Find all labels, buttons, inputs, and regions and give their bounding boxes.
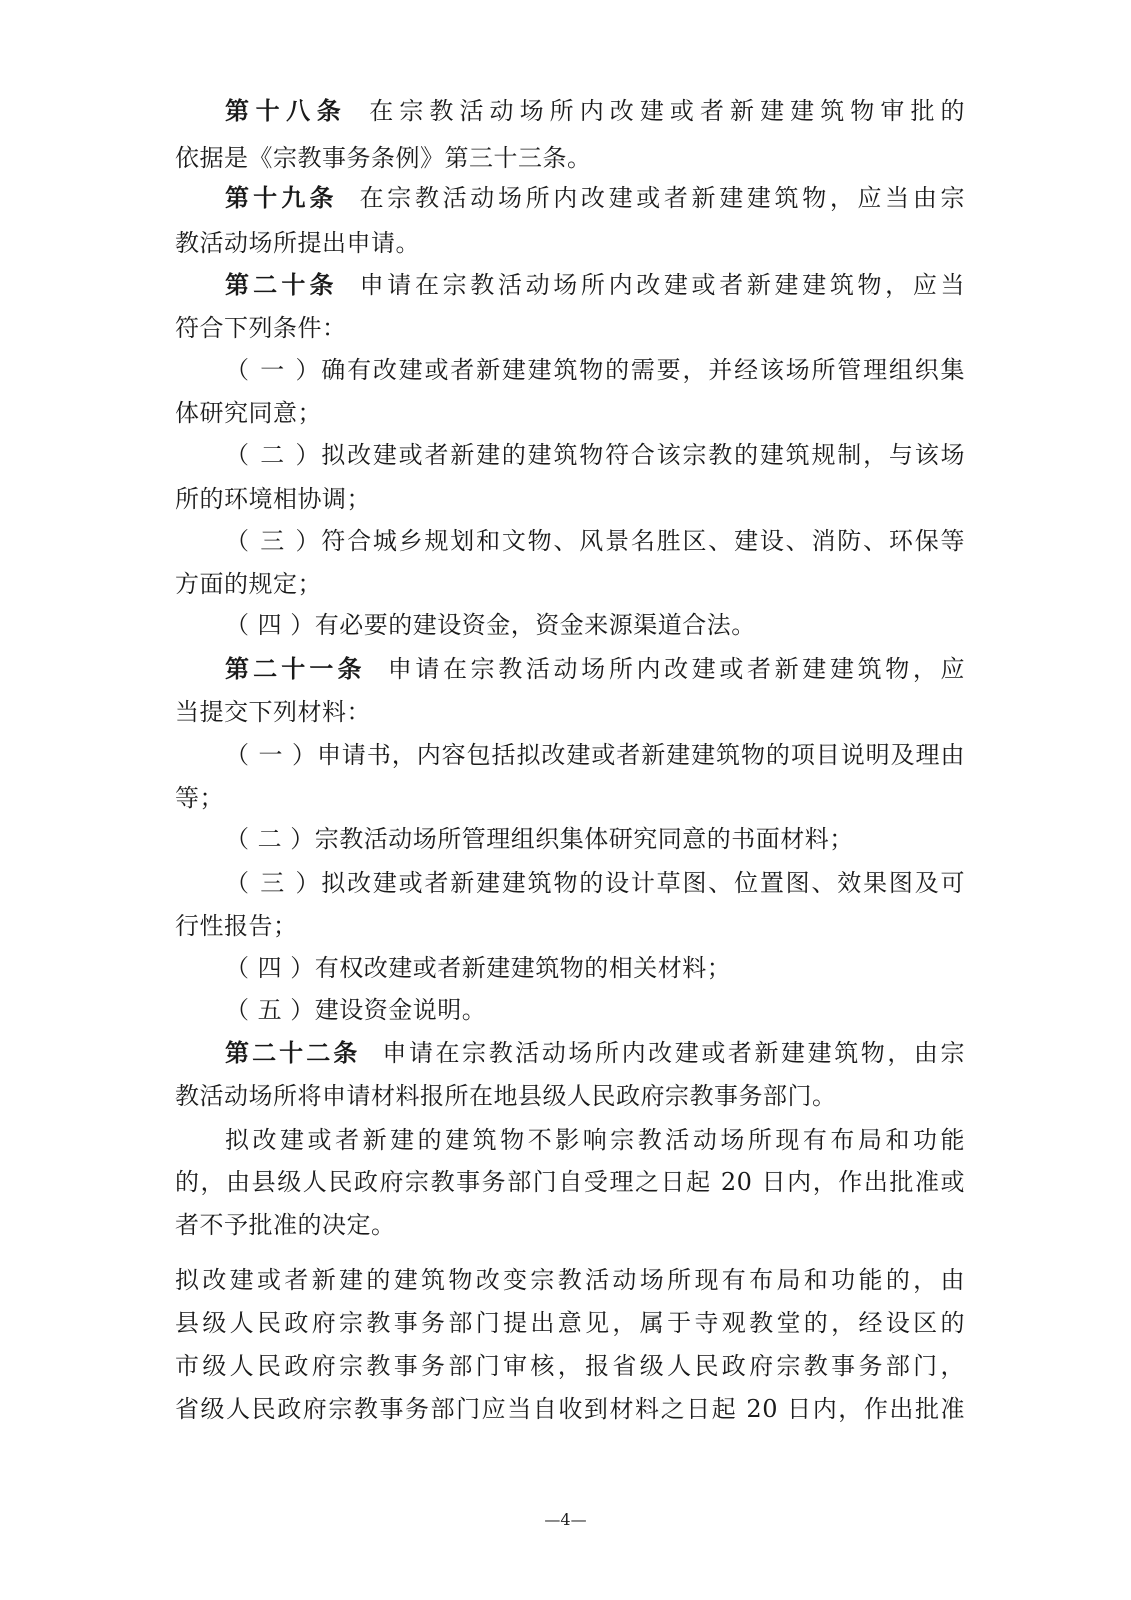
article-20-line-2: 符合下列条件： xyxy=(175,314,347,342)
article-20-item-3-line-2: 方面的规定； xyxy=(175,570,322,598)
article-21-line-1 xyxy=(225,654,965,686)
article-22-para-2-line-1: 拟改建或者新建的建筑物改变宗教活动场所现有布局和功能的，由 xyxy=(175,1266,965,1294)
article-19-line-1 xyxy=(225,183,965,215)
article-19-text-1: 在宗教活动场所内改建或者新建建筑物，应当由宗 xyxy=(359,184,965,212)
article-20-item-2-line-2: 所的环境相协调； xyxy=(175,485,371,513)
article-18-text-1: 在宗教活动场所内改建或者新建建筑物审批的 xyxy=(369,97,966,125)
article-22-para-1-line-1: 拟改建或者新建的建筑物不影响宗教活动场所现有布局和功能 xyxy=(225,1126,965,1154)
article-22-para-1-line-2: 的，由县级人民政府宗教事务部门自受理之日起 20 日内，作出批准或 xyxy=(175,1168,965,1196)
article-22-text-1: 申请在宗教活动场所内改建或者新建建筑物，由宗 xyxy=(382,1039,966,1067)
article-18-label: 第十八条 xyxy=(225,97,348,125)
article-21-item-5-line-1: （ 五 ）建设资金说明。 xyxy=(225,996,487,1024)
article-21-item-3-line-2: 行性报告； xyxy=(175,912,298,940)
article-21-item-3-line-1: （ 三 ）拟改建或者新建建筑物的设计草图、位置图、效果图及可 xyxy=(225,869,965,897)
article-20-line-1 xyxy=(225,270,965,302)
article-20-text-1: 申请在宗教活动场所内改建或者新建建筑物，应当 xyxy=(359,271,965,299)
article-20-item-3-line-1: （ 三 ）符合城乡规划和文物、风景名胜区、建设、消防、环保等 xyxy=(225,527,965,555)
article-22-line-1 xyxy=(225,1038,965,1070)
article-21-item-4-line-1: （ 四 ）有权改建或者新建建筑物的相关材料； xyxy=(225,954,732,982)
article-22-line-2: 教活动场所将申请材料报所在地县级人民政府宗教事务部门。 xyxy=(175,1082,837,1110)
article-21-item-1-line-1: （ 一 ）申请书，内容包括拟改建或者新建建筑物的项目说明及理由 xyxy=(225,741,965,769)
article-21-label: 第二十一条 xyxy=(225,655,366,683)
article-21-text-1: 申请在宗教活动场所内改建或者新建建筑物，应 xyxy=(387,655,966,683)
article-22-para-1-line-3: 者不予批准的决定。 xyxy=(175,1211,396,1239)
article-20-label: 第二十条 xyxy=(225,271,338,299)
article-18-line-2: 依据是《宗教事务条例》第三十三条。 xyxy=(175,144,592,172)
article-22-para-2-line-4: 省级人民政府宗教事务部门应当自收到材料之日起 20 日内，作出批准 xyxy=(175,1395,965,1423)
article-22-para-2-line-2: 县级人民政府宗教事务部门提出意见，属于寺观教堂的，经设区的 xyxy=(175,1309,965,1337)
article-20-item-1-line-1: （ 一 ）确有改建或者新建建筑物的需要，并经该场所管理组织集 xyxy=(225,356,965,384)
article-20-item-1-line-2: 体研究同意； xyxy=(175,399,322,427)
page-number: —4— xyxy=(544,1510,587,1529)
article-22-para-2-line-3: 市级人民政府宗教事务部门审核，报省级人民政府宗教事务部门， xyxy=(175,1352,965,1380)
article-20-item-4-line-1: （ 四 ）有必要的建设资金，资金来源渠道合法。 xyxy=(225,611,756,639)
article-19-label: 第十九条 xyxy=(225,184,338,212)
article-18-line-1 xyxy=(225,96,965,128)
article-22-label: 第二十二条 xyxy=(225,1039,361,1067)
article-19-line-2: 教活动场所提出申请。 xyxy=(175,229,420,257)
article-21-item-1-line-2: 等； xyxy=(175,784,224,812)
article-20-item-2-line-1: （ 二 ）拟改建或者新建的建筑物符合该宗教的建筑规制，与该场 xyxy=(225,441,965,469)
article-21-line-2: 当提交下列材料： xyxy=(175,698,371,726)
article-21-item-2-line-1: （ 二 ）宗教活动场所管理组织集体研究同意的书面材料； xyxy=(225,825,854,853)
